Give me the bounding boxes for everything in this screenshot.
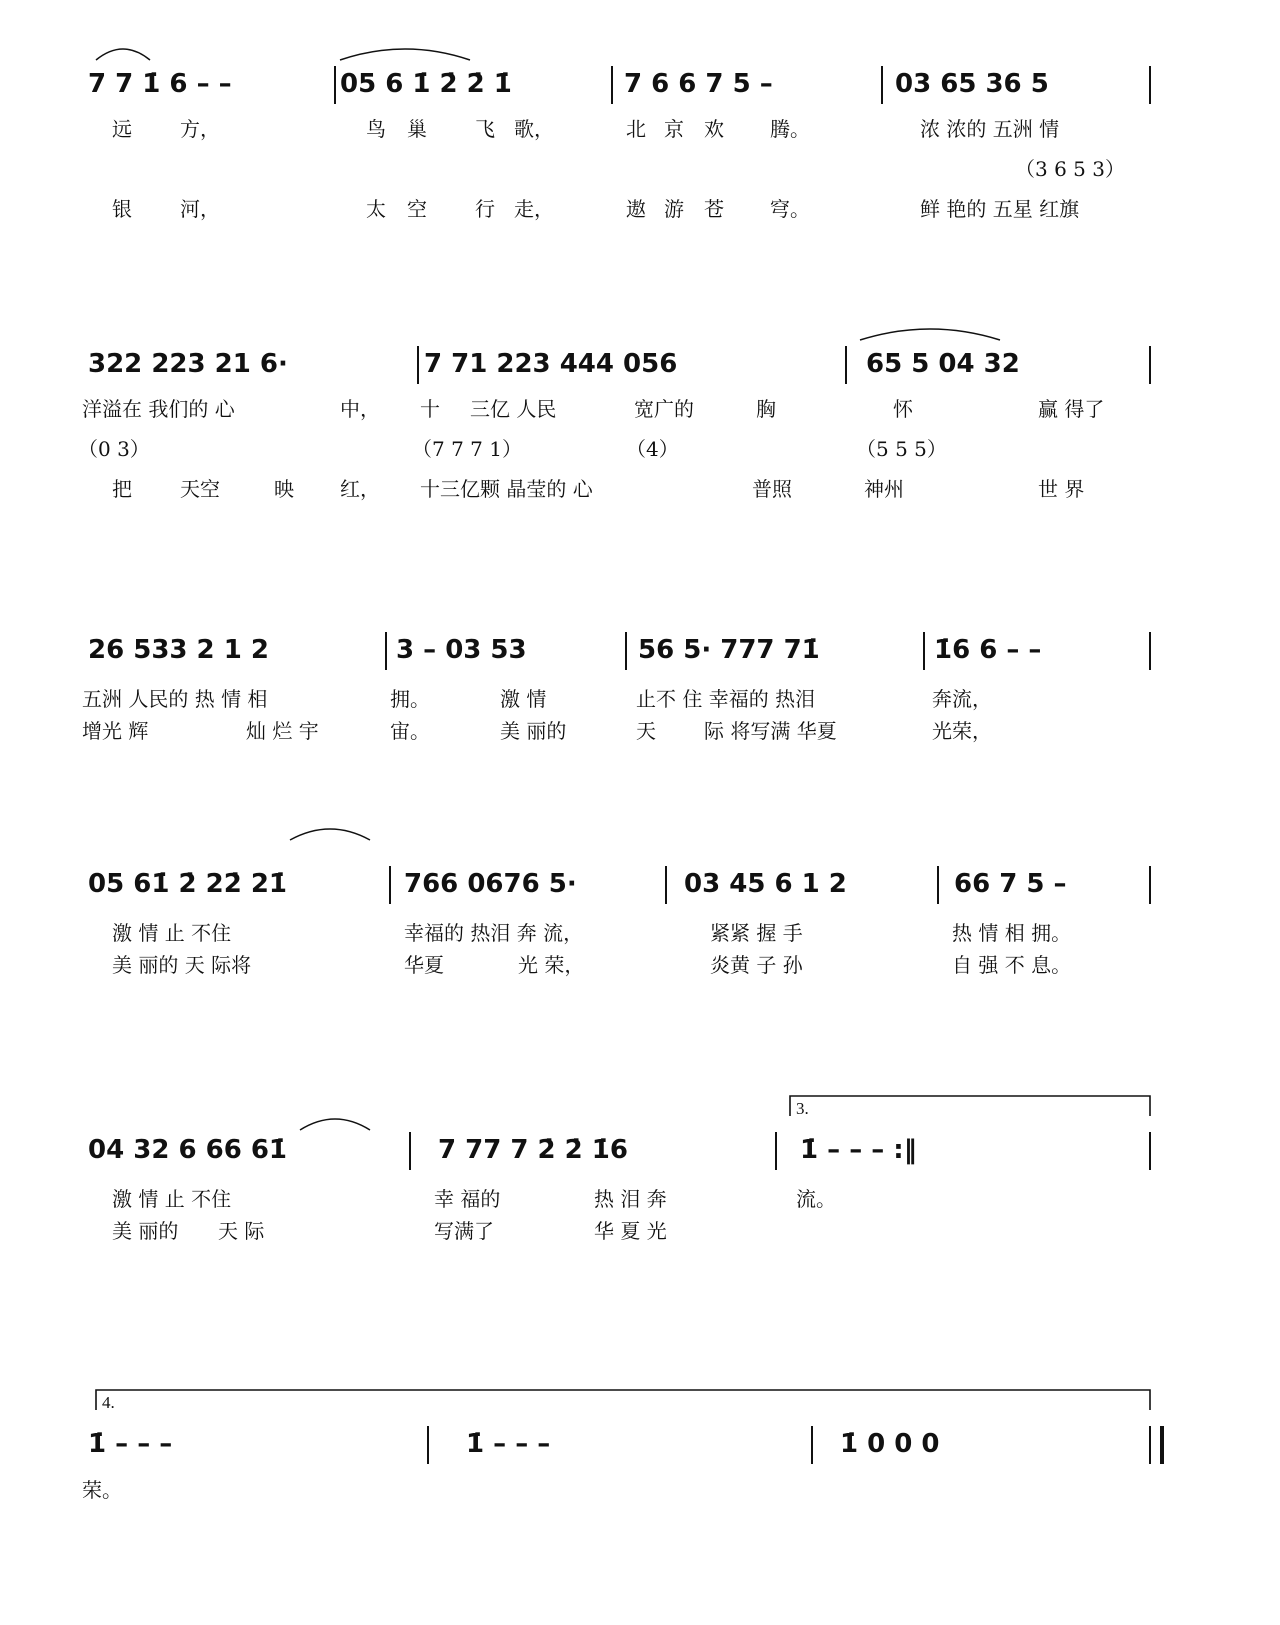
lyric-text: 映 [274, 477, 294, 501]
notation-measure: 05 6 1̇ 2̇ 2̇ 1̇ [340, 69, 512, 99]
notation-measure: 1̇ 0 0 0 [840, 1429, 940, 1459]
notation-measure: 03 45 6 1 2 [684, 869, 847, 899]
lyric-text: 浓 浓的 五洲 情 [920, 117, 1060, 141]
lyric-text: 止不 住 幸福的 热泪 [636, 687, 816, 711]
lyric-text: 空 [407, 197, 427, 221]
lyric-text: 腾。 [770, 117, 810, 141]
lyric-text: 穹。 [770, 197, 810, 221]
lyric-text: 普照 [752, 477, 792, 501]
lyric-text: 遨 [626, 197, 646, 221]
volta-number: 4. [102, 1393, 115, 1412]
lyric-text: 十 [420, 397, 440, 421]
lyric-text: 怀 [893, 397, 913, 421]
lyric-text: 十三亿颗 晶莹的 心 [420, 477, 593, 501]
notation-measure: 322 223 21 6· [88, 349, 288, 379]
lyric-text: 拥。 [390, 687, 430, 711]
lyric-text: 赢 得了 [1038, 397, 1105, 421]
lyric-text: 五洲 人民的 热 情 相 [82, 687, 268, 711]
lyric-text: 奔流， [932, 687, 992, 711]
notation-measure: 766 0676 5· [404, 869, 577, 899]
notation-measure: 66 7 5 – [954, 869, 1067, 899]
lyric-text: 远 [112, 117, 132, 141]
lyric-text: 光 荣， [518, 953, 585, 977]
lyric-text: 银 [112, 197, 132, 221]
lyric-text: 三亿 人民 [470, 397, 557, 421]
lyric-text: 激 情 止 不住 [112, 1187, 232, 1211]
lyric-text: 游 [664, 197, 684, 221]
lyric-text: 欢 [704, 117, 724, 141]
lyric-text: 美 丽的 [112, 1219, 179, 1243]
notation-measure: 3 – 03 53 [396, 635, 527, 665]
lyric-text: 洋溢在 我们的 心 [82, 397, 235, 421]
lyric-text: 美 丽的 [500, 719, 567, 743]
notation-measure: 7 71 223 444 056 [424, 349, 678, 379]
notation-measure: 1̇ – – – [88, 1429, 173, 1459]
lyric-text: 灿 烂 宇 [246, 719, 319, 743]
lyric-text: 世 界 [1038, 477, 1085, 501]
lyric-text: 太 [366, 197, 386, 221]
lyric-text: 际 将写满 华夏 [704, 719, 837, 743]
lyric-text: （5 5 5） [856, 437, 947, 461]
notation-measure: 1̇ – – – [466, 1429, 551, 1459]
volta-bracket [96, 1390, 1150, 1410]
notation-measure: 03 65 36 5 [895, 69, 1049, 99]
notation-measure: 65 5 04 32 [866, 349, 1020, 379]
lyric-text: 鸟 [366, 117, 386, 141]
lyric-text: 天 际 [218, 1219, 265, 1243]
lyric-text: （4） [626, 437, 679, 461]
lyric-text: 天空 [180, 477, 220, 501]
notation-measure: 7 7 1̇ 6 – – [88, 69, 232, 99]
notation-measure: 26 533 2 1 2 [88, 635, 269, 665]
slur [340, 49, 470, 60]
notation-measure: 56 5· 777 71̇ [638, 635, 820, 665]
slur [860, 329, 1000, 340]
lyric-text: 激 情 止 不住 [112, 921, 232, 945]
lyric-text: 华夏 [404, 953, 444, 977]
lyric-text: 荣。 [82, 1478, 122, 1502]
lyric-text: 歌， [514, 117, 554, 141]
notation-measure: 7 6 6 7 5 – [624, 69, 773, 99]
notation-measure: 1̇6 6 – – [934, 635, 1042, 665]
lyric-text: 飞 [475, 117, 495, 141]
lyric-text: 巢 [407, 117, 427, 141]
lyric-text: 红， [340, 477, 380, 501]
lyric-text: 苍 [704, 197, 724, 221]
lyric-text: 激 情 [500, 687, 547, 711]
lyric-text: 神州 [864, 477, 904, 501]
volta-number: 3. [796, 1099, 809, 1118]
lyric-text: 自 强 不 息。 [952, 953, 1072, 977]
slur [290, 829, 370, 840]
notation-measure: 7 77 7 2̇ 2̇ 1̇6 [438, 1135, 628, 1165]
lyric-text: 宽广的 [634, 397, 694, 421]
lyric-text: 写满了 [434, 1219, 494, 1243]
slur [96, 49, 150, 60]
lyric-text: 紧紧 握 手 [710, 921, 803, 945]
lyric-text: （7 7 7 1） [412, 437, 522, 461]
notation-measure: 04 32 6 66 61̇ [88, 1135, 288, 1165]
lyric-text: 幸福的 热泪 奔 流， [404, 921, 584, 945]
lyric-text: 光荣， [932, 719, 992, 743]
lyric-text: 行 [475, 197, 495, 221]
lyric-text: 宙。 [390, 719, 430, 743]
lyric-text: 热 泪 奔 [594, 1187, 667, 1211]
lyric-text: 流。 [796, 1187, 836, 1211]
lyric-text: 鲜 艳的 五星 红旗 [920, 197, 1080, 221]
lyric-text: 幸 福的 [434, 1187, 501, 1211]
lyric-text: 北 [626, 117, 646, 141]
lyric-text: 京 [664, 117, 684, 141]
lyric-text: 方， [180, 117, 220, 141]
lyric-text: 河， [180, 197, 220, 221]
slur [300, 1119, 370, 1130]
lyric-text: 把 [112, 477, 132, 501]
notation-measure: 1̇ – – – :‖ [800, 1135, 917, 1165]
lyric-text: 天 [636, 719, 656, 743]
notation-measure: 05 61̇ 2̇ 22̇ 21̇ [88, 869, 288, 899]
lyric-text: （0 3） [78, 437, 150, 461]
lyric-text: 炎黄 子 孙 [710, 953, 803, 977]
volta-bracket [790, 1096, 1150, 1116]
lyric-text: 增光 辉 [82, 719, 149, 743]
lyric-text: 中， [340, 397, 380, 421]
lyric-text: 美 丽的 天 际将 [112, 953, 252, 977]
lyric-text: （3 6 5 3） [1015, 157, 1125, 181]
lyric-text: 走， [514, 197, 554, 221]
lyric-text: 华 夏 光 [594, 1219, 667, 1243]
lyric-text: 胸 [756, 397, 776, 421]
lyric-text: 热 情 相 拥。 [952, 921, 1072, 945]
